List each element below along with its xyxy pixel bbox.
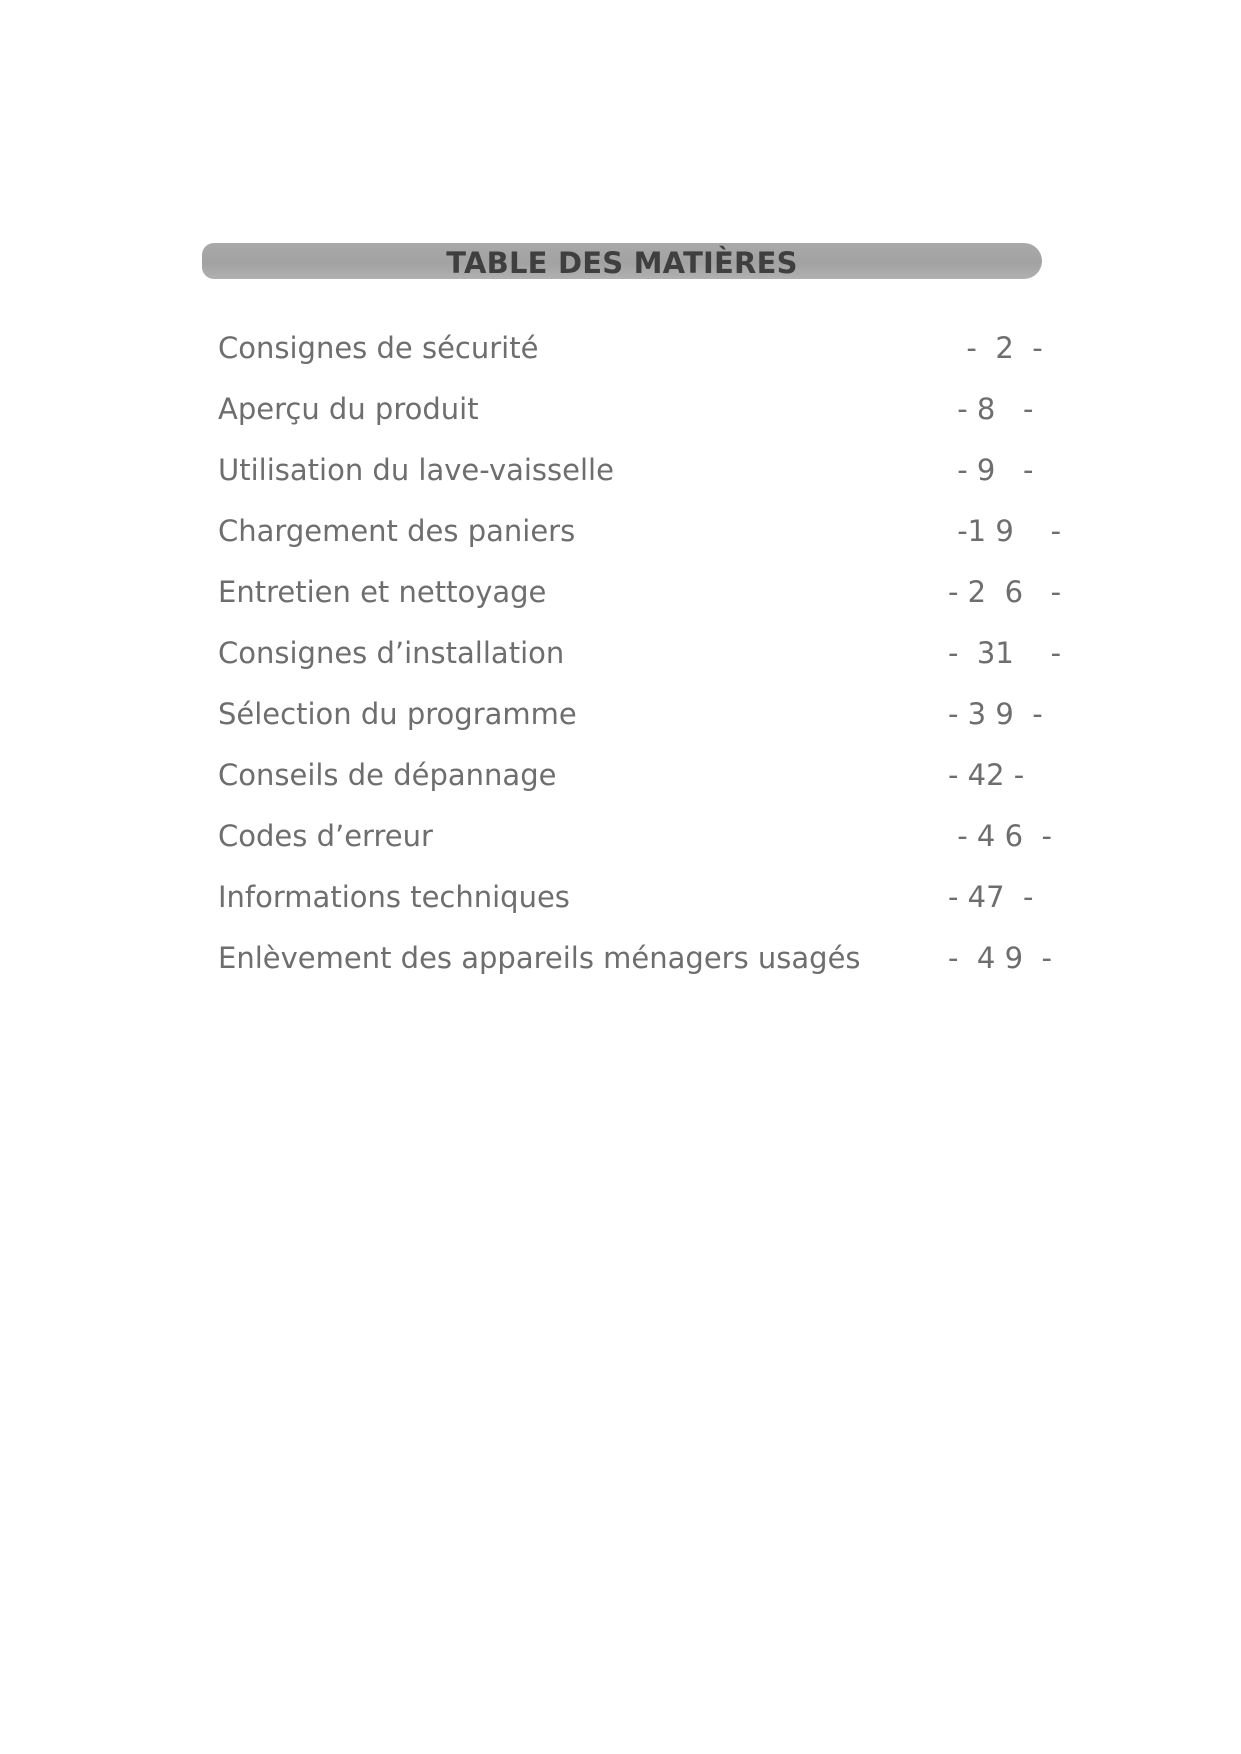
toc-entry-page-number: - 3 9 - xyxy=(948,697,1043,731)
toc-entry-label: Codes d’erreur xyxy=(218,819,433,853)
toc-entry-error-codes[interactable] xyxy=(218,810,1098,871)
toc-entry-label: Utilisation du lave-vaisselle xyxy=(218,453,614,487)
toc-entry-page-number: - 4 9 - xyxy=(948,941,1052,975)
toc-entry-safety[interactable] xyxy=(218,322,1098,383)
toc-entry-page-number: - 8 - xyxy=(948,392,1034,426)
toc-entry-installation[interactable] xyxy=(218,627,1098,688)
toc-entry-label: Consignes d’installation xyxy=(218,636,565,670)
toc-entry-label: Entretien et nettoyage xyxy=(218,575,547,609)
toc-entry-label: Aperçu du produit xyxy=(218,392,479,426)
toc-entry-troubleshooting[interactable] xyxy=(218,749,1098,810)
toc-entry-page-number: - 42 - xyxy=(948,758,1025,792)
toc-entry-page-number: - 2 - xyxy=(948,331,1043,365)
page-title: TABLE DES MATIÈRES xyxy=(446,246,798,280)
toc-entry-loading-baskets[interactable] xyxy=(218,505,1098,566)
toc-entry-label: Chargement des paniers xyxy=(218,514,576,548)
toc-entry-technical-info[interactable] xyxy=(218,871,1098,932)
toc-entry-page-number: - 31 - xyxy=(948,636,1062,670)
toc-entry-page-number: - 2 6 - xyxy=(948,575,1062,609)
toc-entry-label: Informations techniques xyxy=(218,880,570,914)
toc-entry-program-selection[interactable] xyxy=(218,688,1098,749)
toc-entry-page-number: - 9 - xyxy=(948,453,1034,487)
toc-entry-product-overview[interactable] xyxy=(218,383,1098,444)
toc-entry-label: Enlèvement des appareils ménagers usagés xyxy=(218,941,861,975)
toc-entry-label: Consignes de sécurité xyxy=(218,331,539,365)
toc-entry-label: Sélection du programme xyxy=(218,697,577,731)
toc-entry-label: Conseils de dépannage xyxy=(218,758,557,792)
toc-entry-usage[interactable] xyxy=(218,444,1098,505)
toc-entry-disposal[interactable] xyxy=(218,932,1098,993)
toc-entry-page-number: -1 9 - xyxy=(948,514,1062,548)
toc-entry-page-number: - 4 6 - xyxy=(948,819,1052,853)
table-of-contents xyxy=(218,322,1098,993)
toc-entry-maintenance[interactable] xyxy=(218,566,1098,627)
toc-entry-page-number: - 47 - xyxy=(948,880,1034,914)
